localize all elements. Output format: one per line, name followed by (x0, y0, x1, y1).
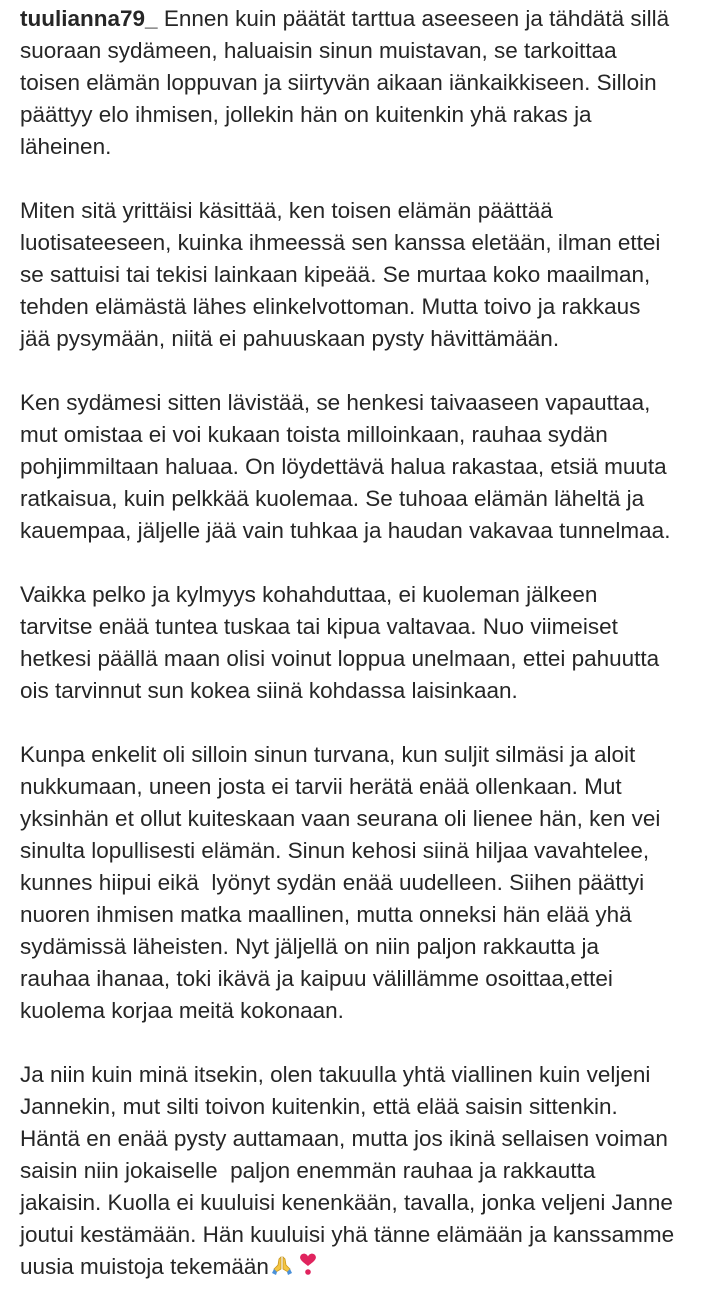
caption-line: jää pysymään, niitä ei pahuuskaan pysty hävittämään. (20, 326, 560, 351)
caption-line: Kunpa enkelit oli silloin sinun turvana, kun suljit silmäsi ja aloit (20, 742, 636, 767)
caption-line: ois tarvinnut sun kokea siinä kohdassa laisinkaan. (20, 678, 518, 703)
caption-line: Vaikka pelko ja kylmyys kohahduttaa, ei kuoleman jälkeen (20, 582, 598, 607)
caption-line: Ja niin kuin minä itsekin, olen takuulla yhtä viallinen kuin veljeni (20, 1062, 651, 1087)
caption-line: luotisateeseen, kuinka ihmeessä sen kanssa eletään, ilman ettei (20, 230, 661, 255)
caption-paragraph (20, 1059, 710, 1283)
caption-text: uusia muistoja tekemään (20, 1254, 269, 1279)
caption-paragraph (20, 387, 710, 547)
username-link[interactable]: tuulianna79_ (20, 6, 158, 31)
caption-line: hetkesi päällä maan olisi voinut loppua unelmaan, ettei pahuutta (20, 646, 660, 671)
caption-line: Ken sydämesi sitten lävistää, se henkesi taivaaseen vapauttaa, (20, 390, 651, 415)
caption-line: joutui kestämään. Hän kuuluisi yhä tänne elämään ja kanssamme (20, 1222, 675, 1247)
caption-text: Ennen kuin päätät tarttua aseeseen ja tähdätä sillä (163, 6, 670, 31)
caption-line (20, 3, 710, 35)
caption-line: se sattuisi tai tekisi lainkaan kipeää. Se murtaa koko maailman, (20, 262, 651, 287)
caption-line: rauhaa ihanaa, toki ikävä ja kaipuu välillämme osoittaa,ettei (20, 966, 613, 991)
caption-line: sinulta lopullisesti elämän. Sinun kehosi siinä hiljaa vavahtelee, (20, 838, 650, 863)
caption-line: suoraan sydämeen, haluaisin sinun muistavan, se tarkoittaa (20, 38, 617, 63)
caption-line: sydämissä läheisten. Nyt jäljellä on niin paljon rakkautta ja (20, 934, 600, 959)
caption-line: kuolema korjaa meitä kokonaan. (20, 998, 344, 1023)
caption-line: läheinen. (20, 134, 112, 159)
caption-paragraph (20, 3, 710, 163)
folded-hands-icon (270, 1253, 294, 1286)
caption-line: nukkumaan, uneen josta ei tarvii herätä enää ollenkaan. Mut (20, 774, 622, 799)
caption-line: kauempaa, jäljelle jää vain tuhkaa ja haudan vakavaa tunnelmaa. (20, 518, 671, 543)
caption-line: jakaisin. Kuolla ei kuuluisi kenenkään, tavalla, jonka veljeni Janne (20, 1190, 673, 1215)
caption-line: saisin niin jokaiselle paljon enemmän rauhaa ja rakkautta (20, 1158, 596, 1183)
caption-paragraph (20, 195, 710, 355)
caption-line: pohjimmiltaan haluaa. On löydettävä halua rakastaa, etsiä muuta (20, 454, 667, 479)
caption-line: Häntä en enää pysty auttamaan, mutta jos ikinä sellaisen voiman (20, 1126, 668, 1151)
caption-line: nuoren ihmisen matka maallinen, mutta onneksi hän elää yhä (20, 902, 632, 927)
caption-line: kunnes hiipui eikä lyönyt sydän enää uudelleen. Siihen päättyi (20, 870, 645, 895)
caption-line: päättyy elo ihmisen, jollekin hän on kuitenkin yhä rakas ja (20, 102, 592, 127)
caption-line (20, 1251, 710, 1283)
caption-paragraph (20, 579, 710, 707)
caption-line: Jannekin, mut silti toivon kuitenkin, että elää saisin sittenkin. (20, 1094, 618, 1119)
caption-line: yksinhän et ollut kuiteskaan vaan seurana oli lienee hän, ken vei (20, 806, 661, 831)
heart-exclamation-icon (295, 1251, 321, 1286)
caption-paragraph (20, 739, 710, 1027)
caption-line: Miten sitä yrittäisi käsittää, ken toisen elämän päättää (20, 198, 553, 223)
caption-line: toisen elämän loppuvan ja siirtyvän aikaan iänkaikkiseen. Silloin (20, 70, 657, 95)
post-caption (20, 0, 710, 1315)
caption-line: tehden elämästä lähes elinkelvottoman. Mutta toivo ja rakkaus (20, 294, 641, 319)
caption-line: ratkaisua, kuin pelkkää kuolemaa. Se tuhoaa elämän läheltä ja (20, 486, 645, 511)
caption-line: mut omistaa ei voi kukaan toista milloinkaan, rauhaa sydän (20, 422, 608, 447)
caption-line: tarvitse enää tuntea tuskaa tai kipua valtavaa. Nuo viimeiset (20, 614, 618, 639)
